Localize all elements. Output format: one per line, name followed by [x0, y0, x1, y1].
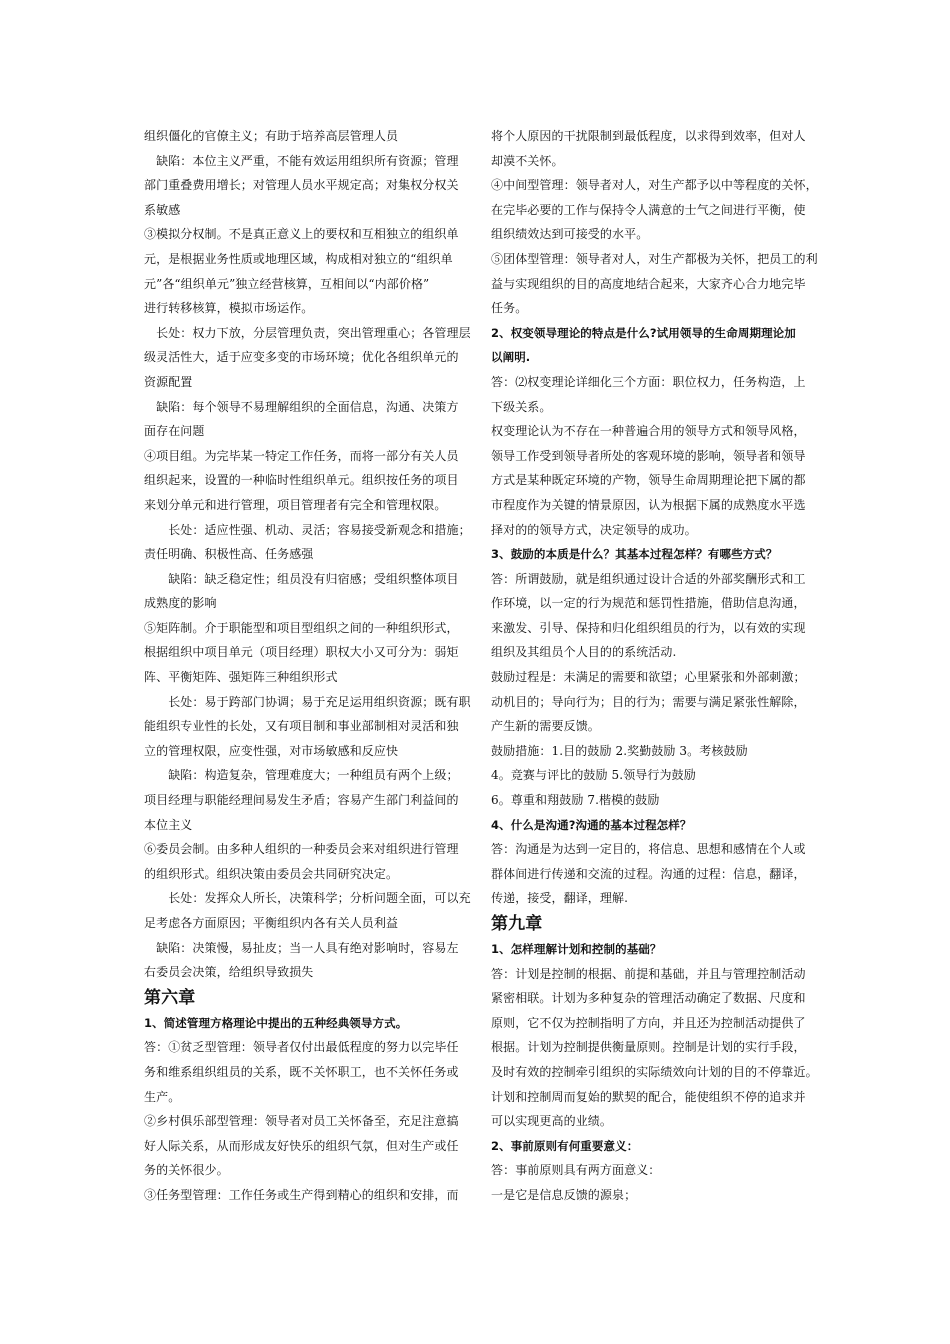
- text-line: ③模拟分权制。不是真正意义上的要权和互相独立的组织单: [144, 227, 459, 242]
- text-line: 根据组织中项目单元（项目经理）职权大小又可分为：弱矩: [144, 645, 459, 660]
- text-line: 下级关系。: [491, 399, 552, 414]
- text-line: 计划和控制周而复始的默契的配合，能使组织不停的追求并: [491, 1089, 806, 1104]
- text-line: 足考虑各方面原因；平衡组织内各有关人员利益: [144, 916, 399, 930]
- text-line: 务和维系组织组员的关系，既不关怀职工，也不关怀任务或: [144, 1064, 459, 1079]
- text-line: 右委员会决策，给组织导致损失: [144, 965, 314, 980]
- text-line: 领导工作受到领导者所处的客观环境的影响，领导者和领导: [491, 448, 806, 463]
- text-line: 产生新的需要反馈。: [491, 719, 600, 734]
- text-line: 组织绩效达到可接受的水平。: [491, 227, 649, 242]
- text-line: 阵、平衡矩阵、强矩阵三种组织形式: [144, 670, 338, 685]
- text-line: 作环境，以一定的行为规范和惩罚性措施，借助信息沟通，: [491, 596, 806, 611]
- text-line: 长处：易于跨部门协调；易于充足运用组织资源；既有职: [144, 694, 471, 709]
- question-line: 2、事前原则有何重要意义：: [491, 1138, 639, 1153]
- text-line: 群体间进行传递和交流的过程。沟通的过程：信息，翻译，: [491, 866, 806, 881]
- text-line: 权变理论认为不存在一种普遍合用的领导方式和领导风格，: [491, 424, 806, 439]
- text-line: ③任务型管理：工作任务或生产得到精心的组织和安排，而: [144, 1187, 459, 1202]
- text-line: 的组织形式。组织决策由委员会共同研究决定。: [144, 866, 399, 881]
- question-line: 2、权变领导理论的特点是什么?试用领导的生命周期理论加: [491, 325, 796, 340]
- text-line: 来划分单元和进行管理，项目管理者有完全和管理权限。: [144, 497, 447, 512]
- right-text-column: [491, 124, 818, 1208]
- text-line: 元”各“组织单元”独立经营核算，互相间以“内部价格”: [144, 276, 430, 291]
- text-line: 项目经理与职能经理间易发生矛盾；容易产生部门利益间的: [144, 793, 459, 808]
- text-line: 答：计划是控制的根据、前提和基础，并且与管理控制活动: [491, 966, 806, 981]
- text-line: 答：①贫乏型管理：领导者仅付出最低程度的努力以完毕任: [144, 1040, 459, 1055]
- text-line: 一是它是信息反馈的源泉；: [491, 1187, 637, 1202]
- text-line: 本位主义: [144, 817, 193, 832]
- text-line: 任务。: [491, 301, 528, 316]
- text-line: 及时有效的控制牵引组织的实际绩效向计划的目的不停靠近。: [491, 1064, 818, 1079]
- text-line: 面存在问题: [144, 424, 205, 439]
- text-line: 进行转移核算，模拟市场运作。: [144, 301, 314, 316]
- left-text-column: [144, 124, 471, 1208]
- text-line: ④中间型管理：领导者对人，对生产都予以中等程度的关怀，: [491, 178, 818, 193]
- text-line: 缺陷：本位主义严重，不能有效运用组织所有资源；管理: [144, 153, 459, 168]
- text-line: 根据。计划为控制提供衡量原则。控制是计划的实行手段，: [491, 1040, 806, 1055]
- text-line: 元，是根据业务性质或地理区域，构成相对独立的“组织单: [144, 251, 453, 266]
- text-line: 益与实现组织的目的高度地结合起来，大家齐心合力地完毕: [491, 276, 806, 291]
- question-line: 4、什么是沟通?沟通的基本过程怎样？: [491, 817, 692, 832]
- text-line: 组织僵化的官僚主义；有助于培养高层管理人员: [144, 129, 399, 143]
- text-line: 可以实现更高的业绩。: [491, 1114, 613, 1129]
- text-line: 级灵活性大，适于应变多变的市场环境；优化各组织单元的: [144, 350, 459, 365]
- text-line: 缺陷：缺乏稳定性；组员没有归宿感；受组织整体项目: [144, 571, 459, 586]
- text-line: 部门重叠费用增长；对管理人员水平规定高；对集权分权关: [144, 178, 459, 193]
- text-line: 在完毕必要的工作与保持令人满意的士气之间进行平衡，使: [491, 202, 806, 217]
- text-line: 缺陷：构造复杂，管理难度大；一种组员有两个上级；: [144, 768, 459, 783]
- text-line: 方式是某种既定环境的产物，领导生命周期理论把下属的都: [491, 473, 806, 488]
- text-line: 长处：发挥众人所长，决策科学；分析问题全面，可以充: [144, 891, 471, 906]
- chapter-heading: 第九章: [491, 914, 543, 934]
- text-line: 责任明确、积极性高、任务感强: [144, 547, 314, 562]
- text-line: 将个人原因的干扰限制到最低程度，以求得到效率，但对人: [491, 129, 806, 143]
- question-line: 以阐明.: [491, 350, 531, 365]
- text-line: ②乡村俱乐部型管理：领导者对员工关怀备至，充足注意搞: [144, 1114, 459, 1129]
- text-line: 组织及其组员个人目的的系统活动.: [491, 645, 677, 660]
- text-line: 鼓励过程是：未满足的需要和欲望；心里紧张和外部刺激；: [491, 670, 806, 685]
- text-line: 来激发、引导、保持和归化组织组员的行为，以有效的实现: [491, 620, 806, 635]
- text-line: 传递，接受，翻译，理解.: [491, 891, 629, 906]
- text-line: 原则，它不仅为控制指明了方向，并且还为控制活动提供了: [491, 1015, 806, 1030]
- text-line: 缺陷：每个领导不易理解组织的全面信息，沟通、决策方: [144, 399, 459, 414]
- text-line: 务的关怀很少。: [144, 1163, 229, 1178]
- text-line: 择对的的领导方式，决定领导的成功。: [491, 522, 697, 537]
- question-line: 1、简述管理方格理论中提出的五种经典领导方式。: [144, 1015, 408, 1030]
- text-line: 立的管理权限，应变性强，对市场敏感和反应快: [144, 743, 399, 758]
- text-line: 却漠不关怀。: [491, 153, 564, 168]
- text-line: 鼓励措施：1.目的鼓励 2.奖勤鼓励 3。考核鼓励: [491, 743, 748, 758]
- text-line: 能组织专业性的长处，又有项目制和事业部制相对灵活和独: [144, 719, 459, 734]
- text-line: ④项目组。为完毕某一特定工作任务，而将一部分有关人员: [144, 448, 459, 463]
- question-line: 1、怎样理解计划和控制的基础？: [491, 942, 662, 956]
- text-line: ⑤团体型管理：领导者对人，对生产都极为关怀，把员工的利: [491, 251, 818, 266]
- text-line: 长处：权力下放，分层管理负责，突出管理重心；各管理层: [144, 325, 471, 340]
- text-line: 紧密相联。计划为多种复杂的管理活动确定了数据、尺度和: [491, 991, 806, 1006]
- text-line: 系敏感: [144, 202, 181, 217]
- question-line: 3、鼓励的本质是什么？其基本过程怎样？有哪些方式？: [491, 547, 778, 562]
- text-line: 答：事前原则具有两方面意义：: [491, 1163, 661, 1178]
- text-line: 组织起来，设置的一种临时性组织单元。组织按任务的项目: [144, 473, 459, 488]
- text-line: 好人际关系，从而形成友好快乐的组织气氛，但对生产或任: [144, 1138, 459, 1153]
- text-line: 答：⑵权变理论详细化三个方面：职位权力，任务构造，上: [491, 374, 806, 389]
- text-line: 资源配置: [144, 374, 193, 389]
- text-line: ⑥委员会制。由多种人组织的一种委员会来对组织进行管理: [144, 842, 459, 857]
- text-line: 动机目的；导向行为；目的行为；需要与满足紧张性解除，: [491, 694, 806, 709]
- text-line: ⑤矩阵制。介于职能型和项目型组织之间的一种组织形式，: [144, 620, 459, 635]
- text-line: 生产。: [144, 1089, 181, 1104]
- chapter-heading: 第六章: [144, 987, 196, 1008]
- text-line: 市程度作为关键的情景原因，认为根据下属的成熟度水平选: [491, 497, 806, 512]
- text-line: 缺陷：决策慢，易扯皮；当一人具有绝对影响时，容易左: [144, 940, 459, 955]
- text-line: 长处：适应性强、机动、灵活；容易接受新观念和措施；: [144, 522, 471, 537]
- text-line: 答：沟通是为达到一定目的，将信息、思想和感情在个人或: [491, 842, 806, 857]
- text-line: 6。尊重和翔鼓励 7.楷模的鼓励: [491, 793, 660, 808]
- text-line: 答：所谓鼓励，就是组织通过设计合适的外部奖酬形式和工: [491, 571, 806, 586]
- text-line: 4。竞赛与评比的鼓励 5.领导行为鼓励: [491, 768, 696, 783]
- text-line: 成熟度的影响: [144, 596, 217, 611]
